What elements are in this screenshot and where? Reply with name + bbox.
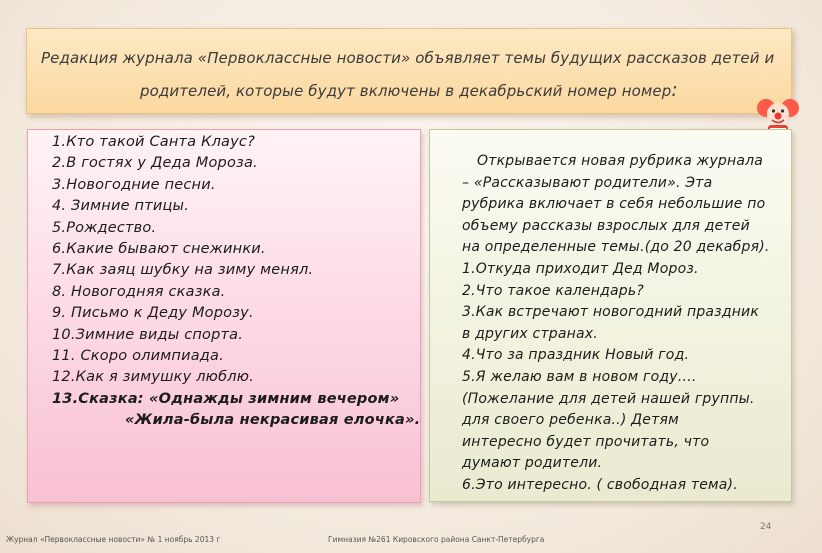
topics-list-box <box>27 129 421 503</box>
list-item: 1.Кто такой Санта Клаус? <box>52 134 255 150</box>
list-item: 2.В гостях у Деда Мороза. <box>52 155 258 172</box>
text-line: 5.Я желаю вам в новом году…. <box>462 368 697 385</box>
header-line-2-text: родителей, которые будут включены в декабрьский номер номер <box>140 82 672 100</box>
footer-school: Гимназия №261 Кировского района Санкт-Петербурга <box>328 535 545 544</box>
text-line: Открывается новая рубрика журнала <box>477 153 764 169</box>
list-item: 4. Зимние птицы. <box>52 198 190 215</box>
header-line-2 <box>140 79 678 101</box>
text-line: 2.Что такое календарь? <box>462 282 644 299</box>
text-line: – «Рассказывают родители». Эта <box>462 174 713 191</box>
text-line: 3.Как встречают новогодний праздник <box>462 304 760 321</box>
header-line-1: Редакция журнала «Первоклассные новости» объявляет темы будущих рассказов детей и <box>41 49 775 67</box>
text-line: рубрика включает в себя небольшие по <box>462 196 766 213</box>
text-line: объему рассказы взрослых для детей <box>462 217 750 234</box>
text-line: в других странах. <box>462 325 598 342</box>
list-item: 7.Как заяц шубку на зиму менял. <box>52 262 314 279</box>
page-number: 24 <box>760 522 772 532</box>
text-line: для своего ребенка..) Детям <box>462 412 679 429</box>
list-item: 11. Скоро олимпиада. <box>52 348 224 365</box>
text-line: 4.Что за праздник Новый год. <box>462 347 690 364</box>
list-item: 12.Как я зимушку люблю. <box>52 369 254 386</box>
list-item: 13.Сказка: «Однажды зимним вечером» <box>52 390 400 407</box>
text-line: на определенные темы.(до 20 декабря). <box>462 239 770 256</box>
text-line: (Пожелание для детей нашей группы. <box>462 390 755 407</box>
parents-column-box <box>429 129 792 502</box>
text-line: 1.Откуда приходит Дед Мороз. <box>462 260 699 277</box>
list-item: 9. Письмо к Деду Морозу. <box>52 305 254 322</box>
footer-journal: Журнал «Первоклассные новости» № 1 ноябрь 2013 г <box>6 535 221 544</box>
text-line: 6.Это интересно. ( свободная тема). <box>462 476 738 493</box>
text-line: интересно будет прочитать, что <box>462 433 710 450</box>
header-colon: : <box>671 79 678 101</box>
list-item: 10.Зимние виды спорта. <box>52 326 244 343</box>
text-line: думают родители. <box>462 455 603 472</box>
topics-list <box>52 132 420 432</box>
list-item: «Жила-была некрасивая елочка». <box>125 412 421 429</box>
list-item: 6.Какие бывают снежинки. <box>52 241 266 258</box>
list-item: 3.Новогодние песни. <box>52 176 216 193</box>
list-item: 5.Рождество. <box>52 219 157 236</box>
parents-column-text <box>462 151 770 497</box>
list-item: 8. Новогодняя сказка. <box>52 283 226 300</box>
announcement-header <box>26 28 792 114</box>
